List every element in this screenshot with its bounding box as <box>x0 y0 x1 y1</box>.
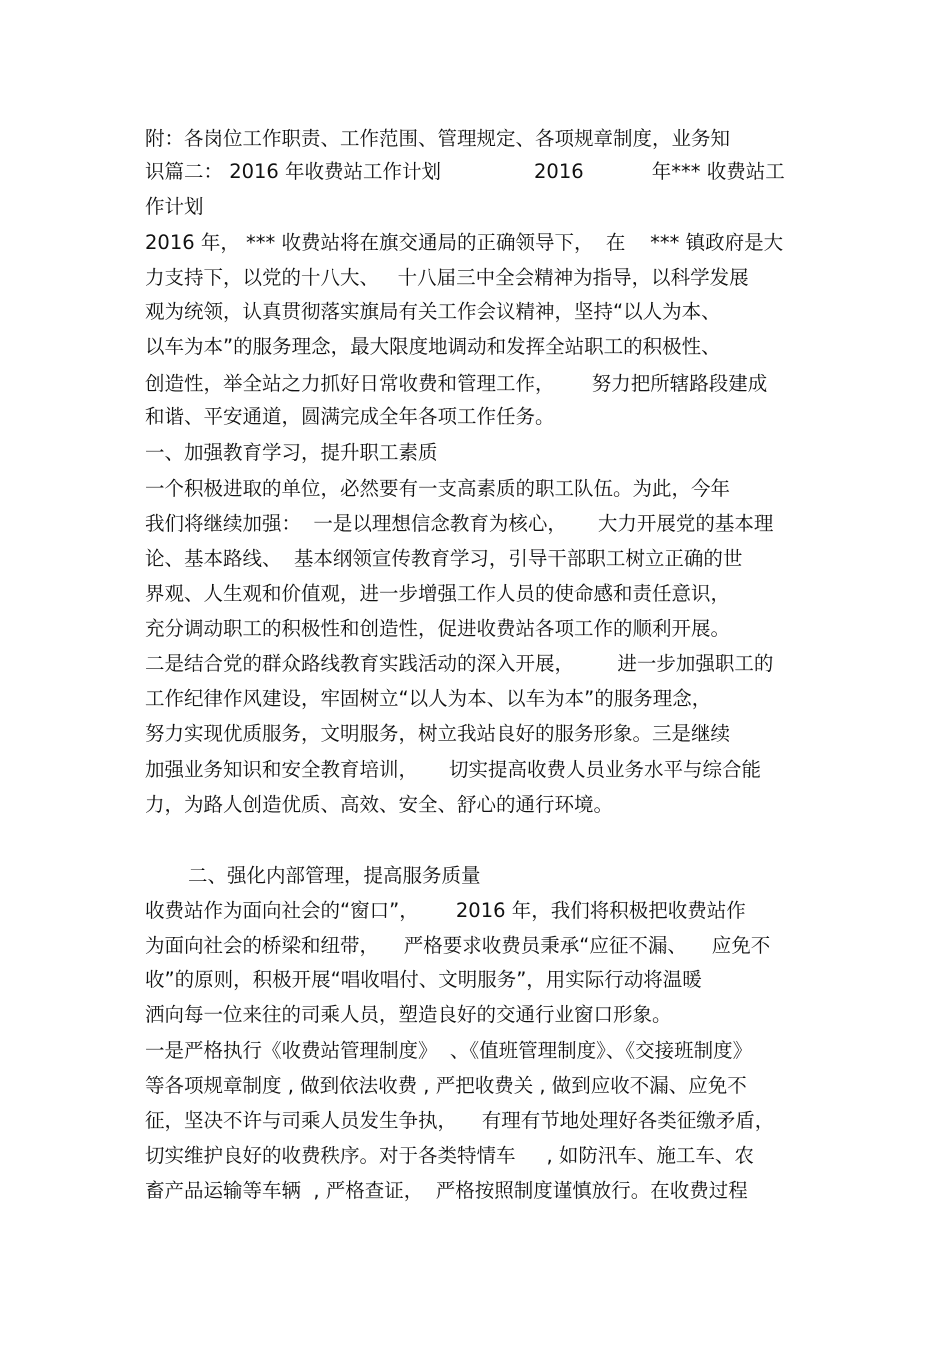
text-line: 洒向每一位来往的司乘人员，塑造良好的交通行业窗口形象。 <box>145 1003 672 1026</box>
text-line: 为面向社会的桥梁和纽带， 严格要求收费员秉承“应征不漏、 应免不 <box>145 934 771 957</box>
text-line: 和谐、平安通道，圆满完成全年各项工作任务。 <box>145 405 555 428</box>
section-heading: 二、强化内部管理，提高服务质量 <box>188 864 481 887</box>
text-line: 畜产品运输等车辆 , 严格查证， 严格按照制度谨慎放行。在收费过程 <box>145 1179 748 1202</box>
text-line: 二是结合党的群众路线教育实践活动的深入开展， 进一步加强职工的 <box>145 652 774 675</box>
section-heading: 一、加强教育学习，提升职工素质 <box>145 441 438 464</box>
text-line: 附：各岗位工作职责、工作范围、管理规定、各项规章制度，业务知 <box>145 127 731 150</box>
text-line: 等各项规章制度 , 做到依法收费 , 严把收费关 , 做到应收不漏、应免不 <box>145 1074 747 1097</box>
text-line: 我们将继续加强： 一是以理想信念教育为核心， 大力开展党的基本理 <box>145 512 774 535</box>
text-line: 2016 年， *** 收费站将在旗交通局的正确领导下， 在 *** 镇政府是大 <box>145 231 784 254</box>
text-line: 观为统领，认真贯彻落实旗局有关工作会议精神，坚持“以人为本、 <box>145 300 721 323</box>
text-line: 努力实现优质服务，文明服务，树立我站良好的服务形象。三是继续 <box>145 722 731 745</box>
text-line: 界观、人生观和价值观，进一步增强工作人员的使命感和责任意识， <box>145 582 731 605</box>
text-line: 收费站作为面向社会的“窗口”， 2016 年，我们将积极把收费站作 <box>145 899 746 922</box>
text-line: 力，为路人创造优质、高效、安全、舒心的通行环境。 <box>145 793 614 816</box>
text-line: 加强业务知识和安全教育培训， 切实提高收费人员业务水平与综合能 <box>145 758 761 781</box>
text-line: 论、基本路线、 基本纲领宣传教育学习，引导干部职工树立正确的世 <box>145 547 743 570</box>
text-line: 征，坚决不许与司乘人员发生争执， 有理有节地处理好各类征缴矛盾， <box>145 1109 775 1132</box>
text-line: 工作纪律作风建设，牢固树立“以人为本、以车为本”的服务理念， <box>145 687 712 710</box>
text-line: 力支持下，以党的十八大、 十八届三中全会精神为指导，以科学发展 <box>145 266 749 289</box>
text-line: 识篇二： 2016 年收费站工作计划 2016 年*** 收费站工 <box>145 160 785 183</box>
text-line: 切实维护良好的收费秩序。对于各类特情车 , 如防汛车、施工车、农 <box>145 1144 754 1167</box>
text-line: 作计划 <box>145 195 204 218</box>
text-line: 以车为本”的服务理念，最大限度地调动和发挥全站职工的积极性、 <box>145 335 721 358</box>
text-line: 创造性，举全站之力抓好日常收费和管理工作， 努力把所辖路段建成 <box>145 372 768 395</box>
text-line: 收”的原则，积极开展“唱收唱付、文明服务”，用实际行动将温暖 <box>145 968 702 991</box>
text-line: 一是严格执行《收费站管理制度》 、《值班管理制度》、《交接班制度》 <box>145 1039 753 1062</box>
text-line: 充分调动职工的积极性和创造性，促进收费站各项工作的顺利开展。 <box>145 617 731 640</box>
text-line: 一个积极进取的单位，必然要有一支高素质的职工队伍。为此，今年 <box>145 477 731 500</box>
